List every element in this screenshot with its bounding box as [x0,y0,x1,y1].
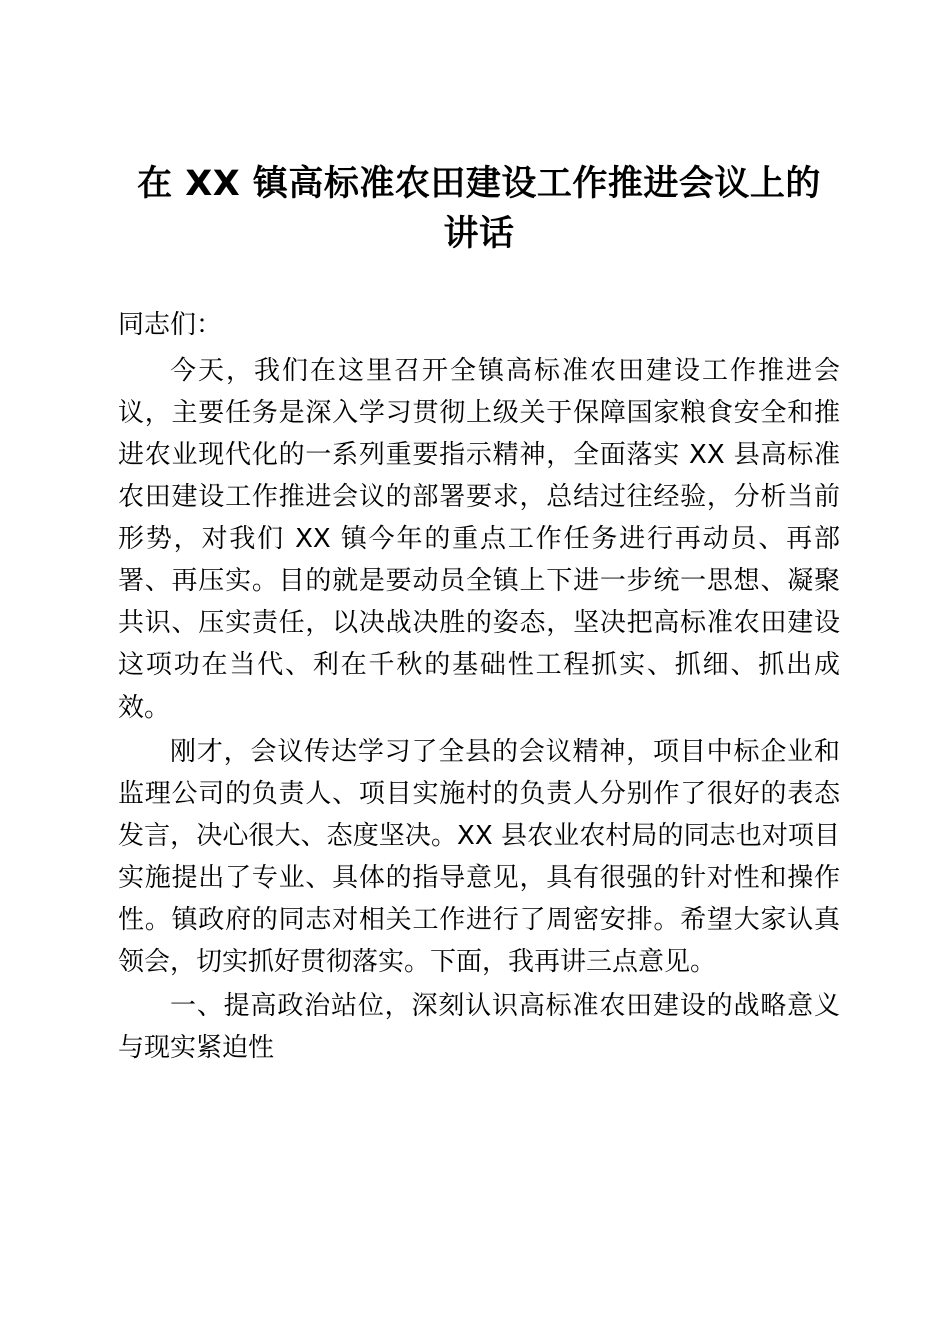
salutation: 同志们： [118,310,223,341]
body-paragraph-2: 刚才，会议传达学习了全县的会议精神，项目中标企业和监理公司的负责人、项目实施村的负责人分别作了很好的表态发言，决心很大、态度坚决。XX 县农业农村局的同志也对项目实施提出了专业、具体的指导意见，具有很强的针对性和操作性。镇政府的同志对相关工作进行了周密安排。希望大家认真领会，切实抓好贯彻落实。下面，我再讲三点意见。 [118,736,840,978]
body-paragraph-1: 今天，我们在这里召开全镇高标准农田建设工作推进会议，主要任务是深入学习贯彻上级关于保障国家粮食安全和推进农业现代化的一系列重要指示精神，全面落实 XX 县高标准农田建设工作推进会议的部署要求，总结过往经验，分析当前形势，对我们 XX 镇今年的重点工作任务进行再动员、再部署、再压实。目的就是要动员全镇上下进一步统一思想、凝聚共识、压实责任，以决战决胜的姿态，坚决把高标准农田建设这项功在当代、利在千秋的基础性工程抓实、抓细、抓出成效。 [118,355,840,723]
page-title: 在 XX 镇高标准农田建设工作推进会议上的讲话 [137,164,821,254]
section-heading-1: 一、提高政治站位，深刻认识高标准农田建设的战略意义与现实紧迫性 [118,991,840,1064]
